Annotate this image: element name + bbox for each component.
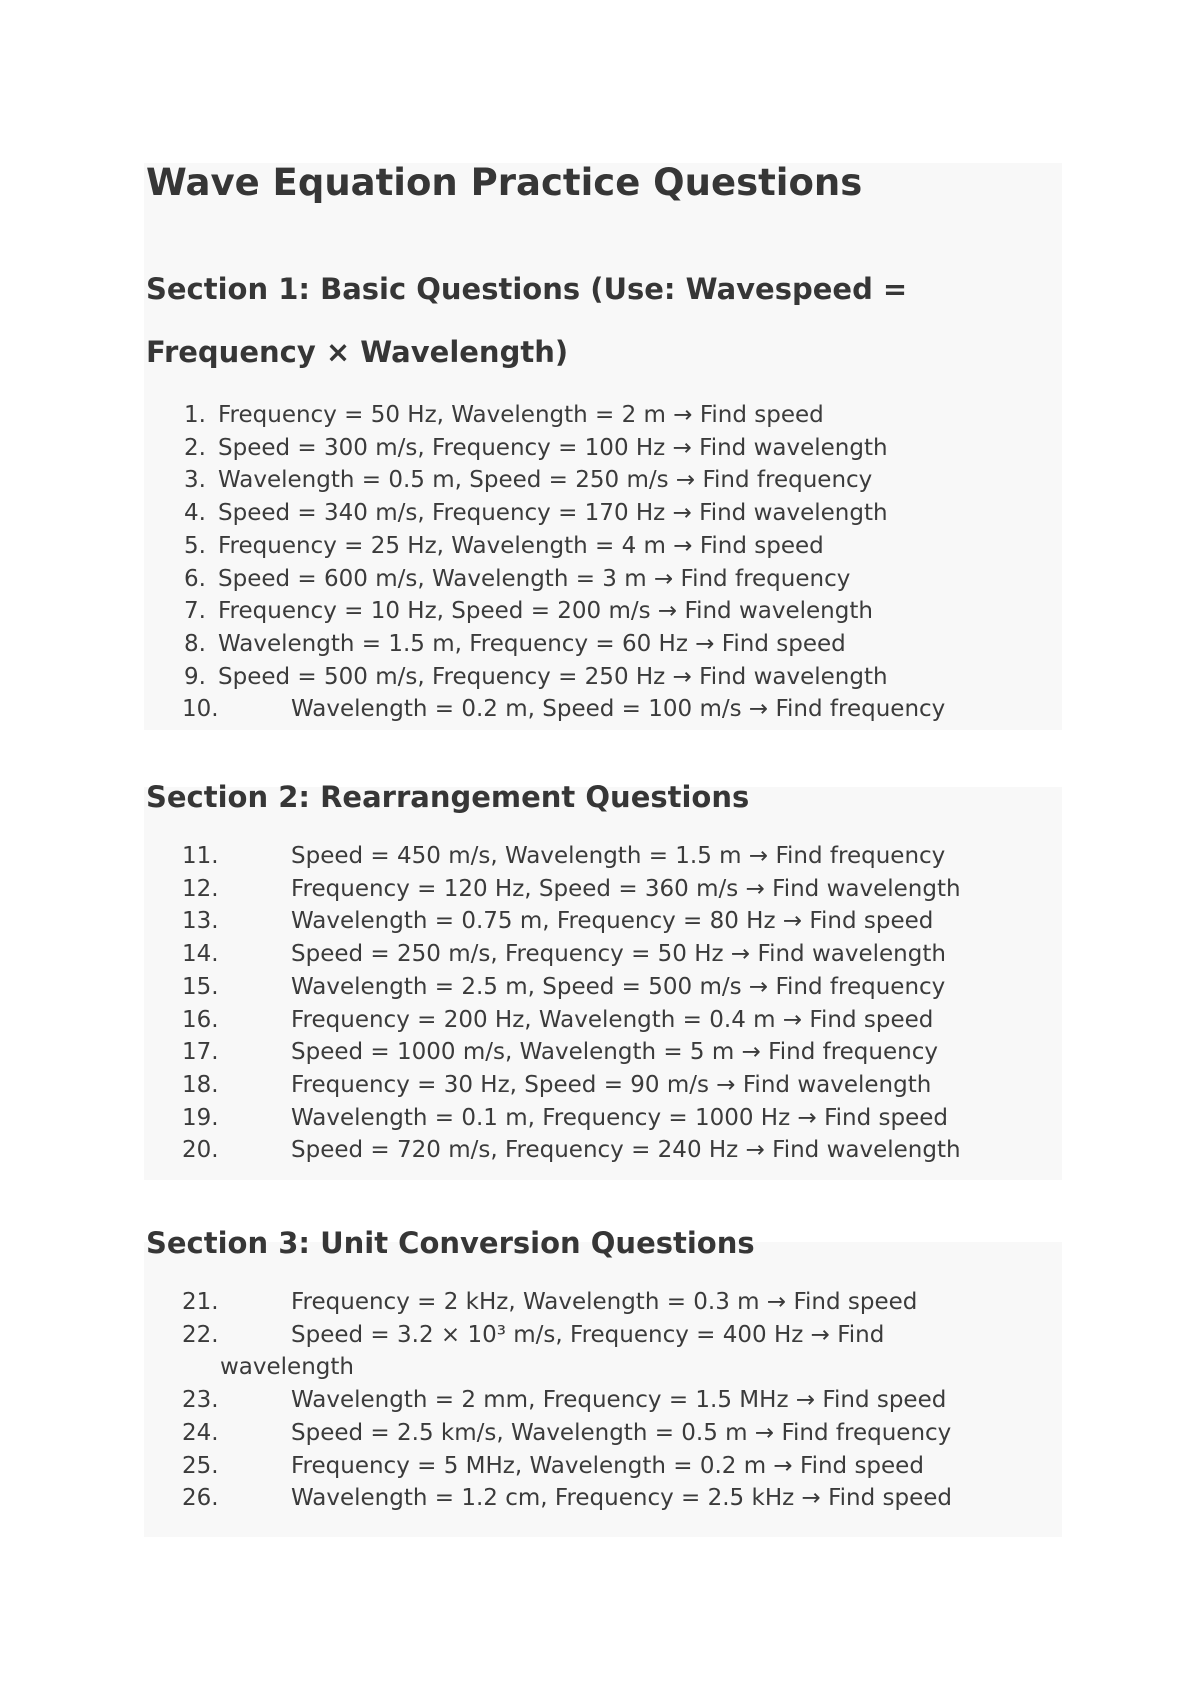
question-number: 17. xyxy=(182,1039,219,1066)
question-number: 15. xyxy=(182,973,219,1000)
list-item xyxy=(146,1384,1046,1417)
question-text: Speed = 3.2 × 10³ m/s, Frequency = 400 Hz → Find wavelength xyxy=(220,1321,885,1381)
section-3-question-list xyxy=(146,1286,1046,1515)
list-item xyxy=(146,595,1046,628)
question-number: 8. xyxy=(184,630,206,657)
question-number: 14. xyxy=(182,941,219,968)
list-item xyxy=(146,1004,1046,1037)
list-item xyxy=(146,1417,1046,1450)
page-title: Wave Equation Practice Questions xyxy=(146,161,863,204)
question-number: 19. xyxy=(182,1104,219,1131)
question-number: 16. xyxy=(182,1006,219,1033)
list-item xyxy=(146,1069,1046,1102)
list-item xyxy=(146,873,1046,906)
list-item xyxy=(146,432,1046,465)
question-text: Frequency = 2 kHz, Wavelength = 0.3 m → Find speed xyxy=(291,1289,918,1315)
question-text: Wavelength = 0.75 m, Frequency = 80 Hz → Find speed xyxy=(291,908,934,935)
question-number: 21. xyxy=(182,1289,219,1315)
list-item xyxy=(146,530,1046,563)
question-text: Speed = 450 m/s, Wavelength = 1.5 m → Find frequency xyxy=(291,843,946,869)
list-item xyxy=(146,840,1046,873)
question-text: Frequency = 120 Hz, Speed = 360 m/s → Find wavelength xyxy=(291,875,961,902)
section-2-heading: Section 2: Rearrangement Questions xyxy=(146,780,750,814)
section-2-question-list xyxy=(146,840,1046,1167)
question-text: Speed = 300 m/s, Frequency = 100 Hz → Find wavelength xyxy=(218,434,888,461)
question-text: Wavelength = 2 mm, Frequency = 1.5 MHz → Find speed xyxy=(291,1387,947,1414)
question-number: 6. xyxy=(184,565,206,592)
list-item xyxy=(146,563,1046,596)
question-number: 11. xyxy=(182,843,219,869)
list-item xyxy=(146,399,1046,432)
question-text: Wavelength = 0.2 m, Speed = 100 m/s → Find frequency xyxy=(291,696,946,723)
list-item xyxy=(146,905,1046,938)
question-text: Wavelength = 1.5 m, Frequency = 60 Hz → Find speed xyxy=(218,630,846,657)
list-item xyxy=(146,1319,1046,1384)
question-number: 22. xyxy=(182,1321,219,1348)
list-item xyxy=(146,938,1046,971)
list-item xyxy=(146,1036,1046,1069)
question-number: 10. xyxy=(182,696,219,723)
question-number: 9. xyxy=(184,663,206,690)
question-text: Frequency = 5 MHz, Wavelength = 0.2 m → Find speed xyxy=(291,1452,924,1479)
question-number: 3. xyxy=(184,467,206,494)
question-number: 20. xyxy=(182,1137,219,1164)
question-text: Speed = 500 m/s, Frequency = 250 Hz → Find wavelength xyxy=(218,663,888,690)
question-text: Wavelength = 0.1 m, Frequency = 1000 Hz → Find speed xyxy=(291,1104,948,1131)
question-number: 18. xyxy=(182,1071,219,1098)
question-number: 1. xyxy=(184,402,206,428)
question-text: Speed = 2.5 km/s, Wavelength = 0.5 m → Find frequency xyxy=(291,1419,952,1446)
list-item xyxy=(146,661,1046,694)
question-number: 5. xyxy=(184,532,206,559)
question-number: 2. xyxy=(184,434,206,461)
list-item xyxy=(146,1482,1046,1515)
list-item xyxy=(146,693,1046,726)
list-item xyxy=(146,628,1046,661)
question-text: Frequency = 200 Hz, Wavelength = 0.4 m → Find speed xyxy=(291,1006,934,1033)
question-text: Speed = 600 m/s, Wavelength = 3 m → Find frequency xyxy=(218,565,851,592)
list-item xyxy=(146,1102,1046,1135)
question-number: 4. xyxy=(184,500,206,527)
question-number: 24. xyxy=(182,1419,219,1446)
question-text: Frequency = 30 Hz, Speed = 90 m/s → Find wavelength xyxy=(291,1071,932,1098)
question-text: Frequency = 10 Hz, Speed = 200 m/s → Find wavelength xyxy=(218,598,873,625)
list-item xyxy=(146,971,1046,1004)
question-text: Speed = 1000 m/s, Wavelength = 5 m → Find frequency xyxy=(291,1039,938,1066)
question-number: 7. xyxy=(184,598,206,625)
list-item xyxy=(146,1286,1046,1319)
question-text: Wavelength = 2.5 m, Speed = 500 m/s → Find frequency xyxy=(291,973,946,1000)
list-item xyxy=(146,1450,1046,1483)
list-item xyxy=(146,464,1046,497)
question-number: 26. xyxy=(182,1485,219,1512)
list-item xyxy=(146,497,1046,530)
question-text: Wavelength = 1.2 cm, Frequency = 2.5 kHz → Find speed xyxy=(291,1485,952,1512)
section-1-heading: Section 1: Basic Questions (Use: Wavespeed = Frequency × Wavelength) xyxy=(146,272,908,369)
question-text: Speed = 340 m/s, Frequency = 170 Hz → Find wavelength xyxy=(218,500,888,527)
question-text: Speed = 720 m/s, Frequency = 240 Hz → Find wavelength xyxy=(291,1137,961,1164)
question-number: 12. xyxy=(182,875,219,902)
section-1-question-list xyxy=(146,399,1046,726)
section-3-heading: Section 3: Unit Conversion Questions xyxy=(146,1226,755,1260)
list-item xyxy=(146,1134,1046,1167)
question-number: 25. xyxy=(182,1452,219,1479)
question-text: Frequency = 25 Hz, Wavelength = 4 m → Find speed xyxy=(218,532,824,559)
question-text: Speed = 250 m/s, Frequency = 50 Hz → Find wavelength xyxy=(291,941,946,968)
question-number: 23. xyxy=(182,1387,219,1414)
question-text: Wavelength = 0.5 m, Speed = 250 m/s → Find frequency xyxy=(218,467,873,494)
question-number: 13. xyxy=(182,908,219,935)
question-text: Frequency = 50 Hz, Wavelength = 2 m → Find speed xyxy=(218,402,824,428)
